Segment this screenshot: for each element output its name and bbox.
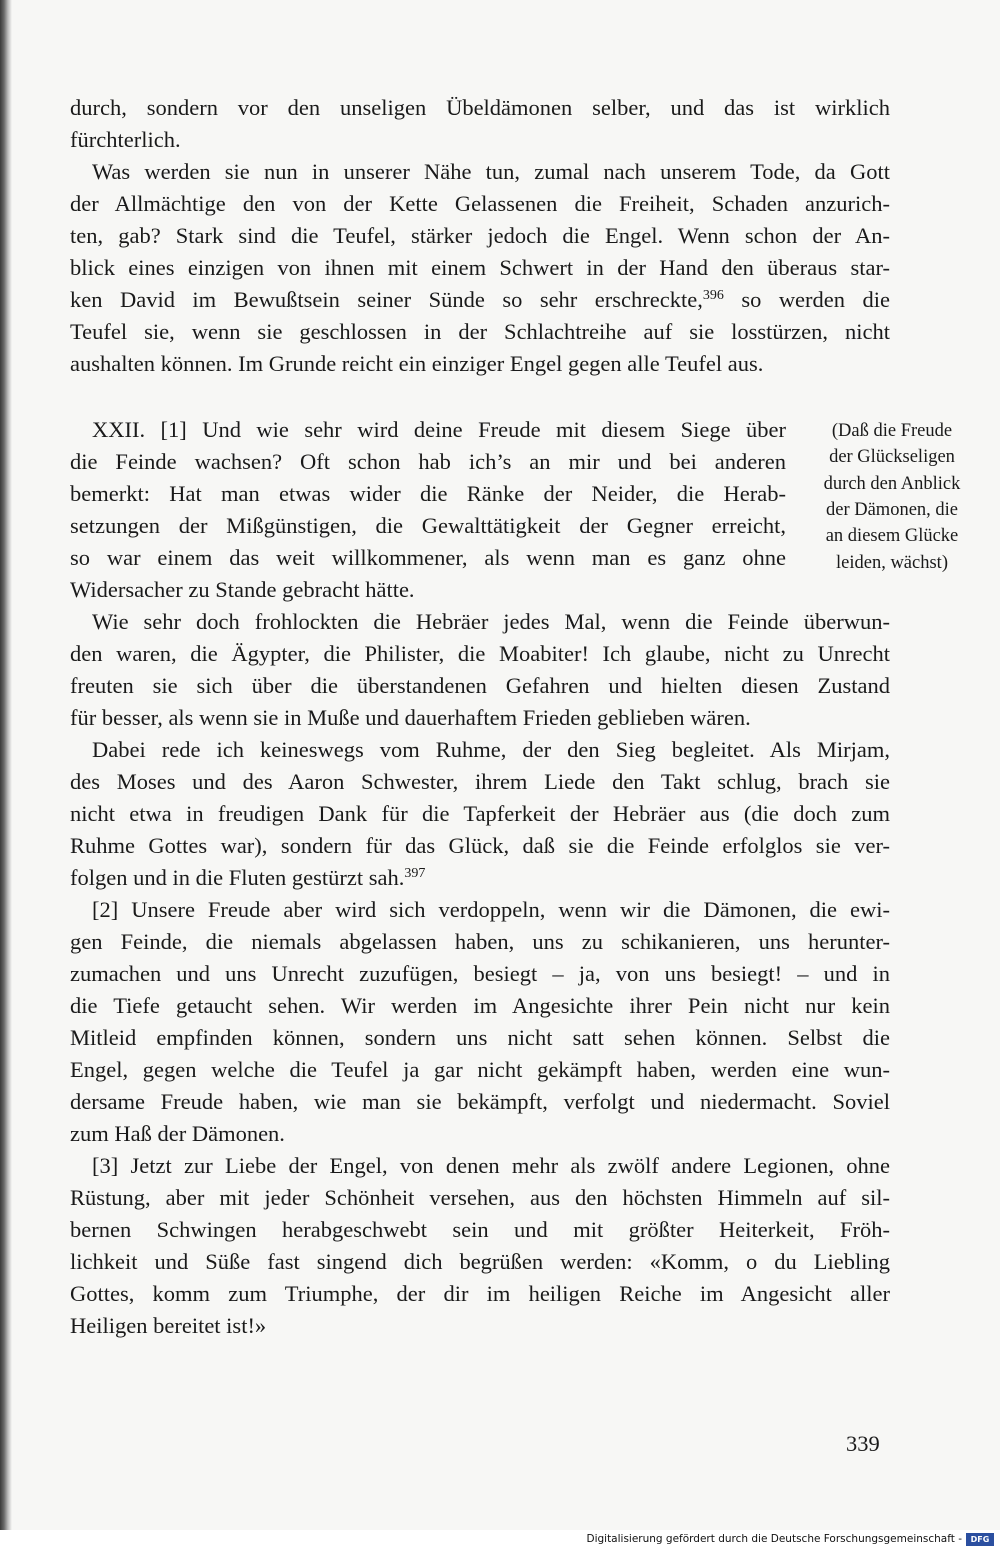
text-line: Engel, gegen welche die Teufel ja gar nicht gekämpft haben, werden eine wun- — [70, 1057, 890, 1082]
text-line: des Moses und des Aaron Schwester, ihrem Liede den Takt schlug, brach sie — [70, 769, 890, 794]
text-line: blick eines einzigen von ihnen mit einem Schwert in der Hand den überaus star- — [70, 255, 890, 280]
text-line: so war einem das weit willkommener, als wenn man es ganz ohne — [70, 545, 786, 570]
margin-note-line: (Daß die Freude — [831, 421, 953, 441]
text-line: bemerkt: Hat man etwas wider die Ränke der Neider, die Herab- — [70, 481, 786, 506]
text-line: Rüstung, aber mit jeder Schönheit versehen, aus den höchsten Himmeln auf sil- — [70, 1185, 890, 1210]
text-line: den waren, die Ägypter, die Philister, die Moabiter! Ich glaube, nicht zu Unrecht — [70, 641, 890, 666]
text-line: Teufel sie, wenn sie geschlossen in der Schlachtreihe auf sie losstürzen, nicht — [70, 319, 890, 344]
text-line: Widersacher zu Stande gebracht hätte. — [70, 577, 415, 602]
footnote-marker: 396 — [702, 288, 724, 303]
text-line: fürchterlich. — [70, 127, 181, 152]
text-line: Was werden sie nun in unserer Nähe tun, zumal nach unserem Tode, da Gott — [92, 159, 890, 184]
margin-note-line: der Dämonen, die — [825, 499, 959, 520]
text-line: [3] Jetzt zur Liebe der Engel, von denen mehr als zwölf andere Legionen, ohne — [92, 1153, 890, 1178]
text-line: Wie sehr doch frohlockten die Hebräer jedes Mal, wenn die Feinde überwun- — [92, 609, 890, 634]
text-line: ten, gab? Stark sind die Teufel, stärker jedoch die Engel. Wenn schon der An- — [70, 223, 890, 248]
page-number: 339 — [846, 1431, 880, 1456]
margin-note-line: leiden, wächst) — [836, 552, 948, 573]
text-line: gen Feinde, die niemals abgelassen haben, uns zu schikanieren, uns herunter- — [70, 929, 890, 954]
text-line: Gottes, komm zum Triumphe, der dir im heiligen Reiche im Angesicht aller — [70, 1281, 890, 1306]
text-line: nicht etwa in freudigen Dank für die Tapferkeit der Hebräer aus (die doch zum — [70, 801, 890, 826]
text-line: Dabei rede ich keineswegs vom Ruhme, der den Sieg begleitet. Als Mirjam, — [92, 737, 890, 762]
text-line: die Tiefe getaucht sehen. Wir werden im Angesichte ihrer Pein nicht nur kein — [70, 993, 890, 1018]
margin-note-line: an diesem Glücke — [825, 526, 959, 547]
text-line: lichkeit und Süße fast singend dich begrüßen werden: «Komm, o du Liebling — [70, 1249, 890, 1274]
text-line: freuten sie sich über die überstandenen Gefahren und hielten diesen Zustand — [70, 673, 890, 698]
text-line: aushalten können. Im Grunde reicht ein einziger Engel gegen alle Teufel aus. — [70, 351, 764, 376]
text-line: Heiligen bereitet ist!» — [70, 1313, 267, 1338]
digitization-footer — [0, 1530, 1000, 1549]
dfg-logo: DFG — [966, 1533, 994, 1546]
text-line: Mitleid empfinden können, sondern uns nicht satt sehen können. Selbst die — [70, 1025, 890, 1050]
text-line: Ruhme Gottes war), sondern für das Glück, daß sie die Feinde erfolglos sie ver- — [70, 833, 890, 858]
text-line-with-footnote — [70, 284, 890, 316]
text-line: [2] Unsere Freude aber wird sich verdoppeln, wenn wir die Dämonen, die ewi- — [92, 897, 890, 922]
margin-note-line: der Glückseligen — [829, 447, 955, 468]
text-line: zumachen und uns Unrecht zuzufügen, besiegt – ja, von uns besiegt! – und in — [70, 961, 890, 986]
text-line: der Allmächtige den von der Kette Gelassenen die Freiheit, Schaden anzurich- — [70, 191, 890, 216]
text-line: für besser, als wenn sie in Muße und dauerhaftem Frieden geblieben wären. — [70, 705, 751, 730]
text-line: bernen Schwingen herabgeschwebt sein und mit größter Heiterkeit, Fröh- — [70, 1217, 890, 1242]
text-line: setzungen der Mißgünstigen, die Gewalttätigkeit der Gegner erreicht, — [70, 513, 786, 538]
text-line: die Feinde wachsen? Oft schon hab ich’s an mir und bei anderen — [70, 449, 786, 474]
text-line: XXII. [1] Und wie sehr wird deine Freude mit diesem Siege über — [92, 417, 786, 442]
text-line: dersame Freude haben, wie man sie bekämpft, verfolgt und niedermacht. Soviel — [70, 1089, 890, 1114]
footer-credit-text: Digitalisierung gefördert durch die Deutsche Forschungsgemeinschaft - — [586, 1533, 962, 1545]
margin-note-line: durch den Anblick — [823, 473, 961, 494]
text-line: durch, sondern vor den unseligen Übeldämonen selber, und das ist wirklich — [70, 95, 890, 120]
line-text: folgen und in die Fluten gestürzt sah. — [70, 865, 405, 890]
line-text: so werden die — [723, 287, 890, 312]
text-line: zum Haß der Dämonen. — [70, 1121, 285, 1146]
text-line-with-footnote — [70, 862, 890, 894]
footnote-marker: 397 — [404, 866, 426, 881]
page-spine-shadow — [0, 0, 12, 1530]
line-text: ken David im Bewußtsein seiner Sünde so sehr erschreckte, — [70, 287, 703, 312]
